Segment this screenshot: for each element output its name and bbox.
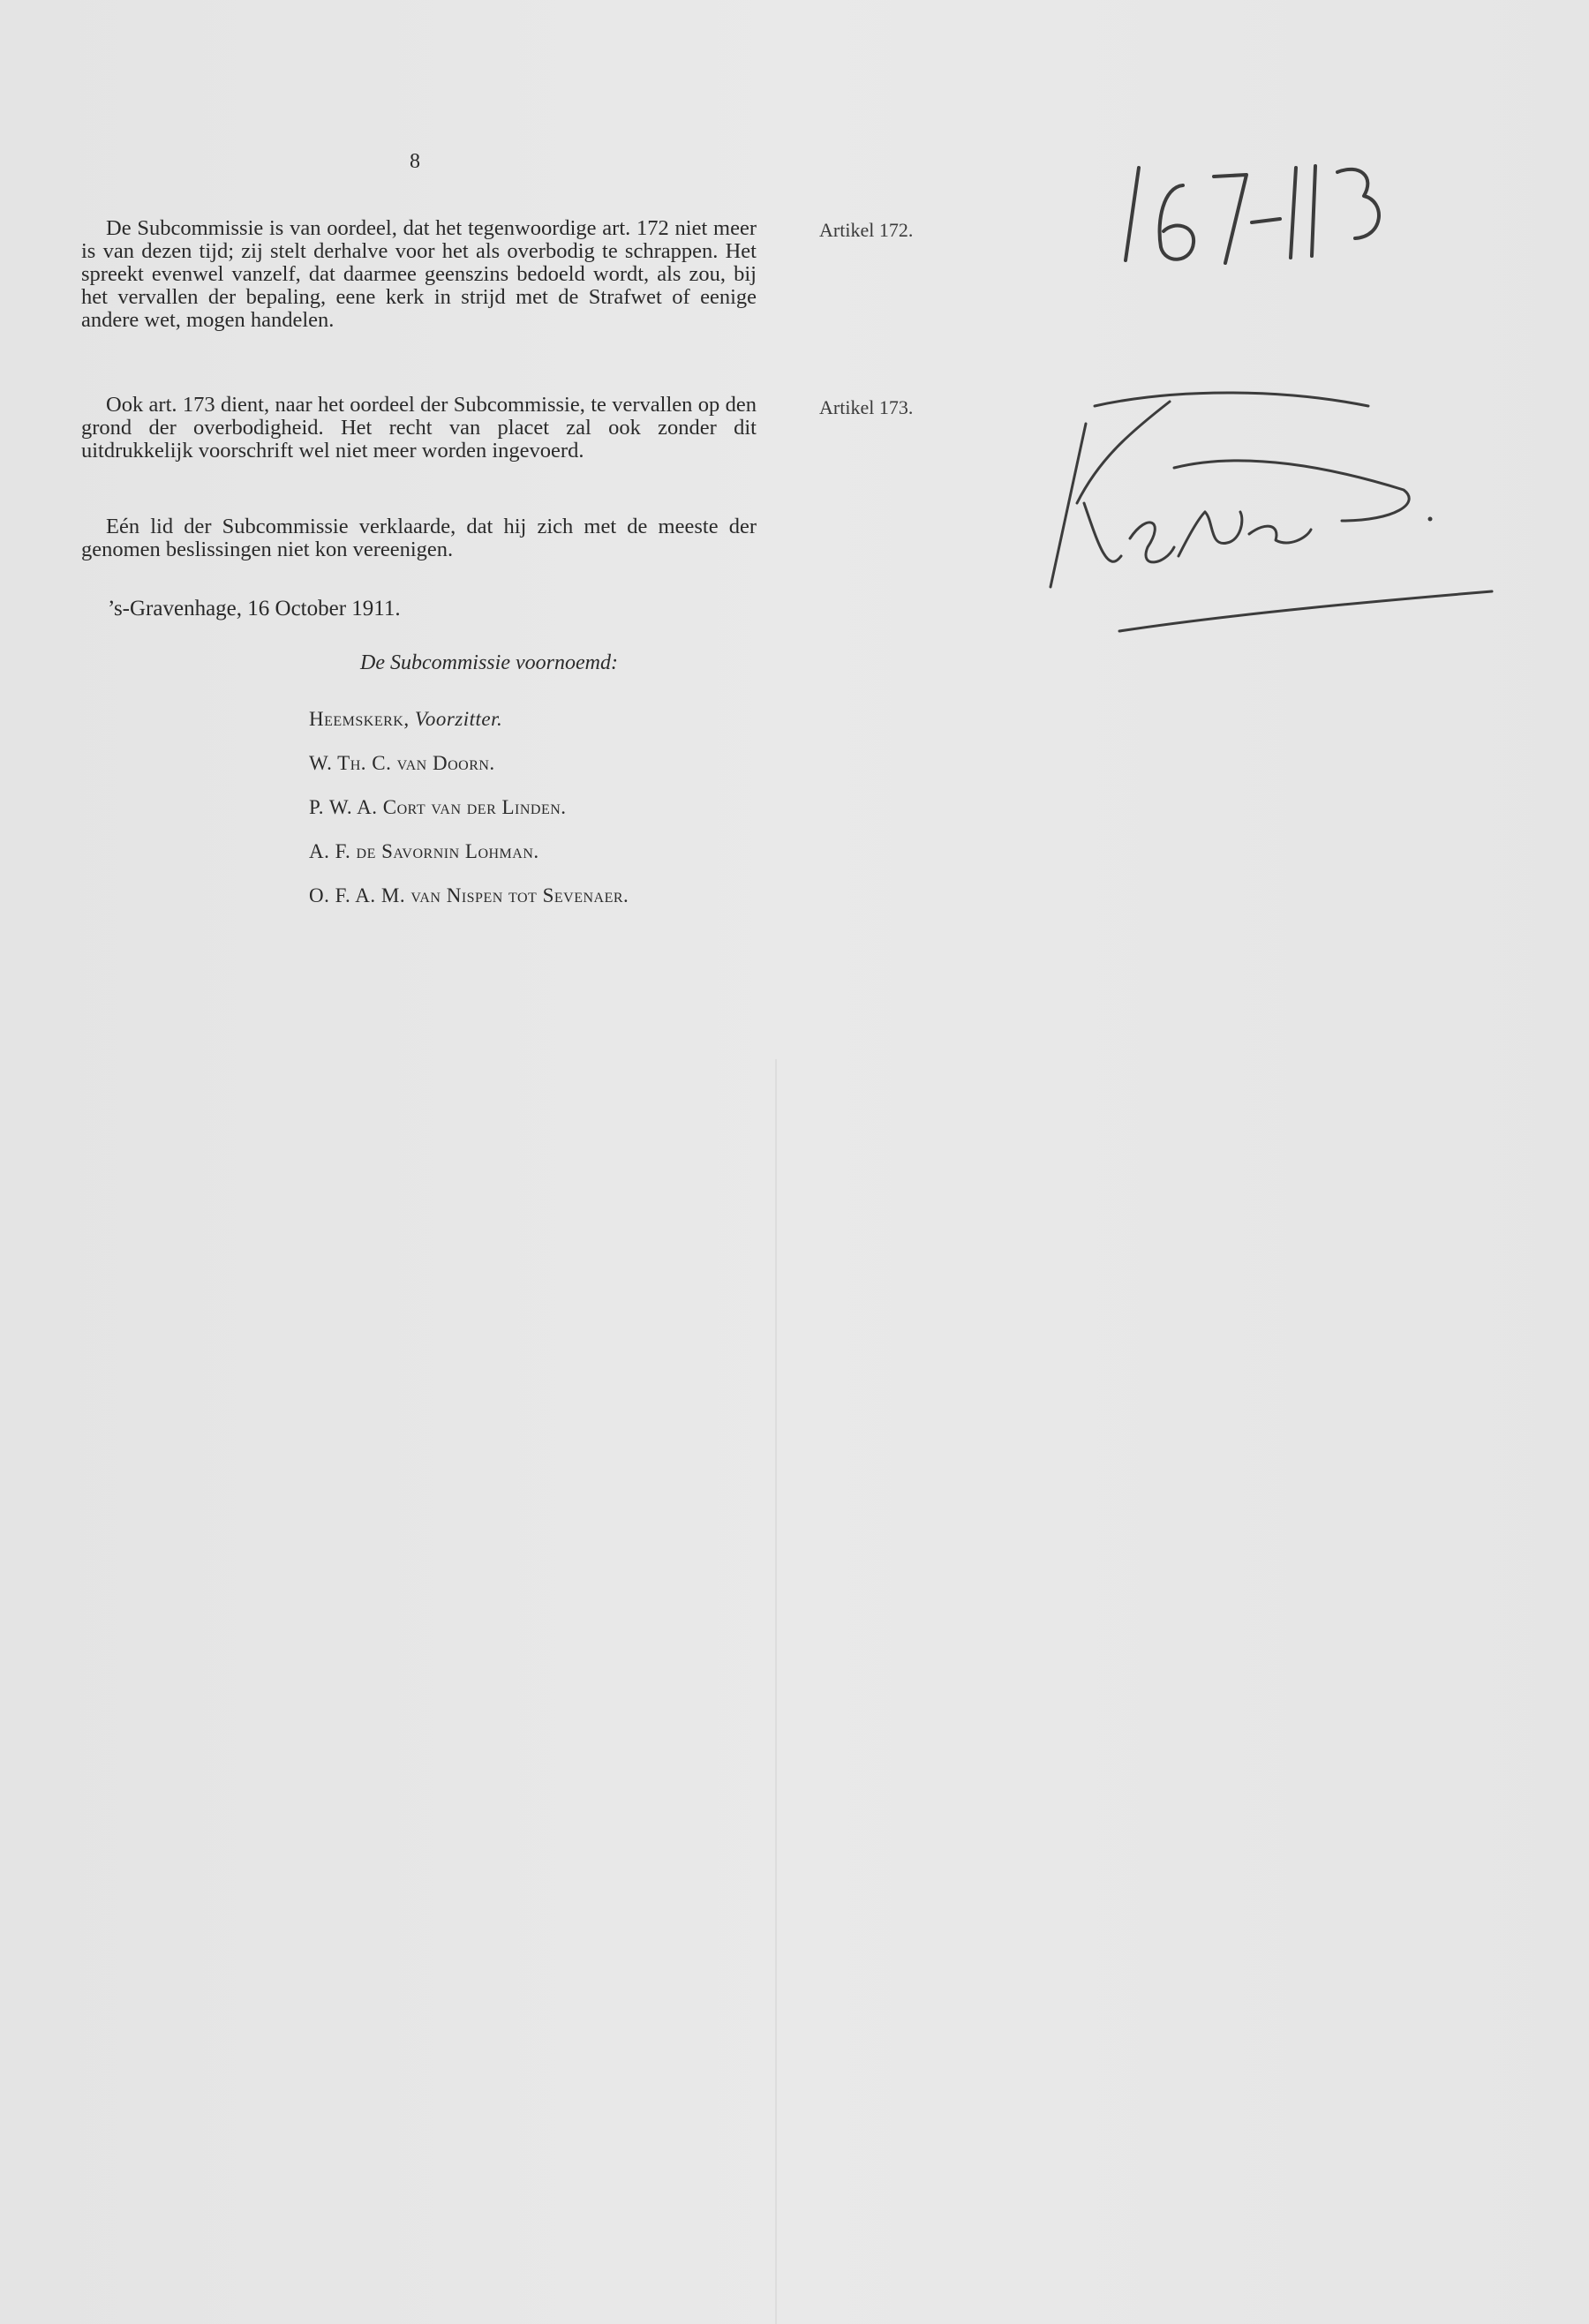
margin-note-article-172: Artikel 172. [819, 219, 914, 241]
paragraph-dissent [81, 515, 757, 561]
committee-heading: De Subcommissie voornoemd: [360, 651, 618, 674]
signatory-name: Heemskerk, [309, 708, 410, 730]
handwritten-range [1126, 166, 1379, 263]
signatory [309, 830, 629, 874]
page-fold-shadow [775, 1059, 777, 2324]
signatory-name: P. W. A. Cort van der Linden. [309, 796, 567, 818]
signatory-list [309, 697, 629, 918]
paragraph-article-173 [81, 394, 757, 463]
signatory [309, 786, 629, 830]
dateline: ’s-Gravenhage, 16 October 1911. [108, 597, 401, 620]
signatory-role: Voorzitter. [414, 708, 503, 730]
signatory-name: O. F. A. M. van Nispen tot Sevenaer. [309, 884, 629, 906]
signatory [309, 874, 629, 918]
margin-note-article-173: Artikel 173. [819, 396, 914, 418]
signatory-name: W. Th. C. van Doorn. [309, 752, 495, 774]
signatory-name: A. F. de Savornin Lohman. [309, 840, 539, 862]
handwritten-annotation [1015, 132, 1510, 662]
page-number: 8 [410, 150, 420, 173]
paragraph-text: Ook art. 173 dient, naar het oordeel der Subcommissie, te vervallen op den grond der overbodigheid. Het recht van placet zal ook zonder dit uitdrukkelijk voorschrift wel niet meer worden ingevoerd. [81, 393, 757, 463]
signatory [309, 697, 629, 741]
paragraph-text: Eén lid der Subcommissie verklaarde, dat hij zich met de meeste der genomen beslissingen niet kon vereenigen. [81, 515, 757, 561]
handwritten-word [1051, 393, 1492, 631]
signatory [309, 741, 629, 786]
paragraph-text: De Subcommissie is van oordeel, dat het tegenwoordige art. 172 niet meer is van dezen tijd; zij stelt derhalve voor het als overbodig te schrappen. Het spreekt evenwel vanzelf, dat daarmee geenszins bedoeld wordt, als zou, bij het vervallen der bepaling, eene kerk in strijd met de Strafwet of eenige andere wet, mogen handelen. [81, 216, 757, 332]
paragraph-article-172 [81, 217, 757, 332]
